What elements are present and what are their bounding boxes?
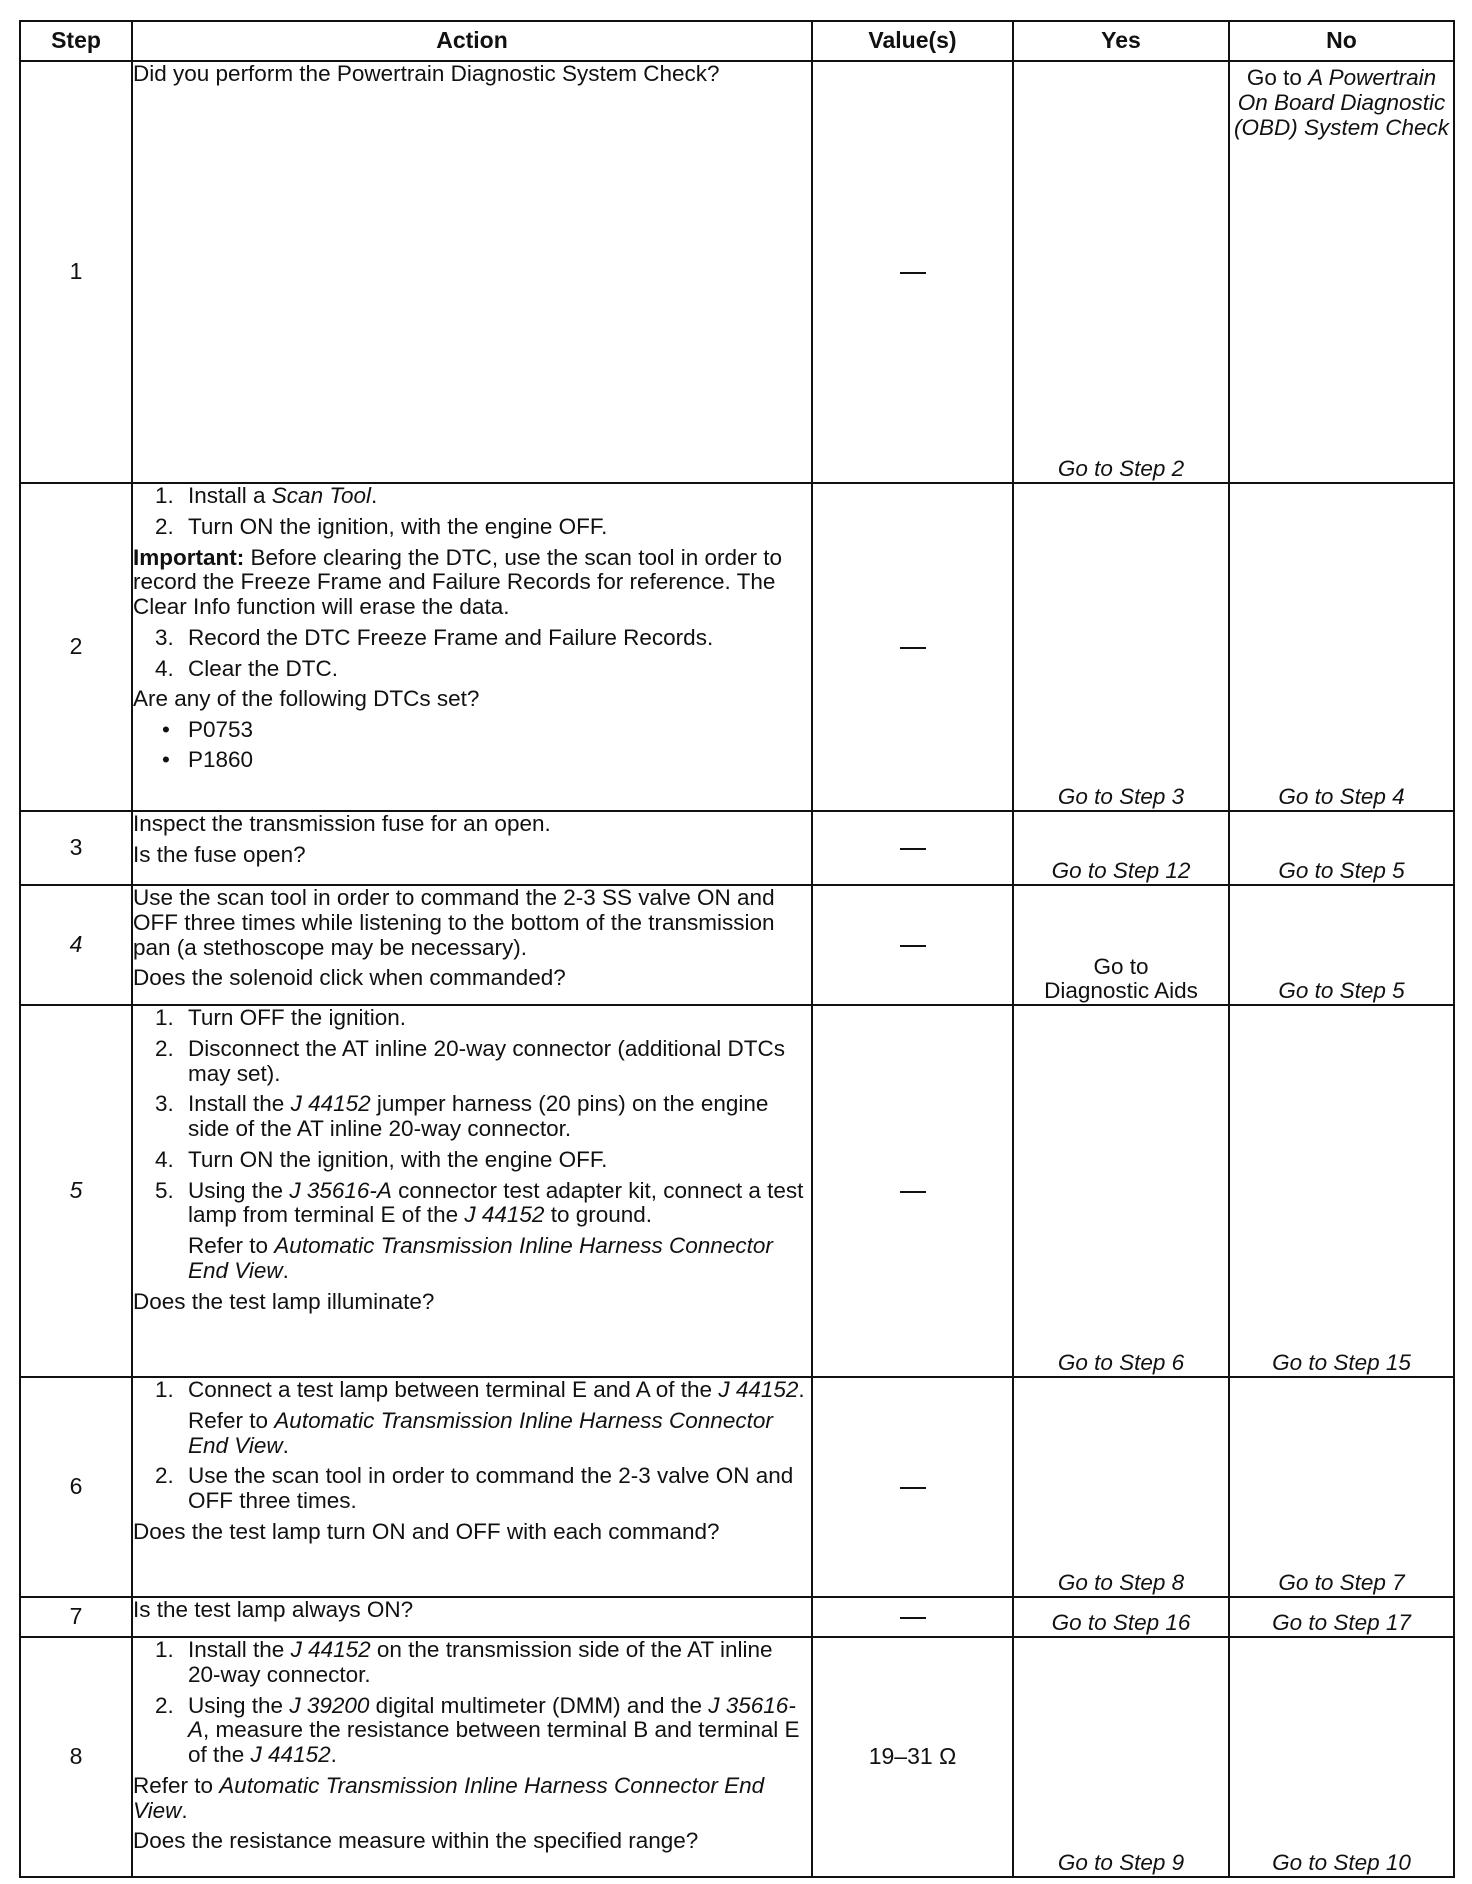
list-item: 3. Install the J 44152 jumper harness (20 pins) on the engine side of the AT inline 20-way connector. [155, 1091, 769, 1141]
value-cell [812, 483, 1013, 811]
reference-note: Refer to Automatic Transmission Inline Harness Connector End View. [133, 1772, 765, 1823]
dash-mark [900, 1617, 926, 1619]
action-cell [132, 61, 812, 483]
question-text: Does the test lamp illuminate? [133, 1288, 435, 1314]
header-values: Value(s) [812, 21, 1013, 61]
action-cell [132, 811, 812, 885]
reference-note: Refer to Automatic Transmission Inline Harness Connector End View. [188, 1407, 773, 1458]
value-cell [812, 1377, 1013, 1597]
value-cell [812, 1005, 1013, 1377]
list-item: 5. Using the J 35616-A connector test adapter kit, connect a test lamp from terminal E of the J 44152 to ground. [155, 1177, 804, 1228]
list-item: 3. Record the DTC Freeze Frame and Failure Records. [155, 624, 714, 650]
table-row [20, 483, 1454, 811]
reference-note: Refer to Automatic Transmission Inline Harness Connector End View. [188, 1233, 773, 1283]
header-row [20, 21, 1454, 61]
action-cell [132, 1005, 812, 1377]
list-item: 1. Install the J 44152 on the transmission side of the AT inline 20-way connector. [155, 1637, 773, 1687]
question-text: Are any of the following DTCs set? [133, 686, 480, 712]
action-cell [132, 1377, 812, 1597]
yes-cell: Go to Step 16 [1013, 1597, 1229, 1637]
yes-cell: Go to Step 8 [1013, 1377, 1229, 1597]
header-action: Action [132, 21, 812, 61]
action-cell [132, 1597, 812, 1637]
dash-mark [900, 647, 926, 649]
table-row [20, 1377, 1454, 1597]
question-text: Does the solenoid click when commanded? [133, 965, 566, 991]
value-cell: 19–31 Ω [812, 1637, 1013, 1877]
list-item: • P1860 [162, 746, 254, 772]
dash-mark [900, 848, 926, 850]
header-step: Step [20, 21, 132, 61]
list-item: 2. Turn ON the ignition, with the engine OFF. [155, 513, 608, 539]
question-text: Is the fuse open? [133, 841, 306, 867]
step-number: 1 [20, 61, 132, 483]
step-number: 3 [20, 811, 132, 885]
yes-cell: Go to Step 3 [1013, 483, 1229, 811]
action-text: Inspect the transmission fuse for an open. [133, 811, 551, 836]
no-cell: Go to Step 17 [1229, 1597, 1454, 1637]
step-number: 7 [20, 1597, 132, 1637]
dash-mark [900, 1487, 926, 1489]
list-item: • P0753 [162, 717, 254, 742]
action-cell [132, 885, 812, 1005]
no-cell: Go to A Powertrain On Board Diagnostic (OBD) System Check [1229, 61, 1454, 483]
table-row [20, 1005, 1454, 1377]
step-number: 6 [20, 1377, 132, 1597]
no-cell: Go to Step 7 [1229, 1377, 1454, 1597]
list-item: 1. Connect a test lamp between terminal E and A of the J 44152. [155, 1377, 805, 1402]
dash-mark [900, 945, 926, 947]
value-cell [812, 1597, 1013, 1637]
yes-cell: Go to Step 2 [1013, 61, 1229, 483]
step-number: 4 [20, 885, 132, 1005]
table-row [20, 1597, 1454, 1637]
header-no: No [1229, 21, 1454, 61]
table-row [20, 1637, 1454, 1877]
yes-cell: Go to Step 6 [1013, 1005, 1229, 1377]
table-row [20, 811, 1454, 885]
no-cell: Go to Step 5 [1229, 811, 1454, 885]
no-cell: Go to Step 4 [1229, 483, 1454, 811]
question-text: Is the test lamp always ON? [133, 1597, 414, 1622]
obd-check-link: A Powertrain On Board Diagnostic (OBD) System Check [1233, 65, 1450, 140]
yes-cell: Go to Step 12 [1013, 811, 1229, 885]
yes-cell: Go to Diagnostic Aids [1013, 885, 1229, 1005]
value-cell [812, 811, 1013, 885]
table-row [20, 61, 1454, 483]
list-item: 2. Disconnect the AT inline 20-way connector (additional DTCs may set). [155, 1035, 785, 1086]
list-item: 4. Turn ON the ignition, with the engine OFF. [155, 1146, 608, 1172]
dash-mark [900, 1191, 926, 1193]
value-cell [812, 61, 1013, 483]
table-row [20, 885, 1454, 1005]
question-text: Does the resistance measure within the specified range? [133, 1828, 699, 1854]
header-yes: Yes [1013, 21, 1229, 61]
action-cell [132, 1637, 812, 1877]
yes-cell: Go to Step 9 [1013, 1637, 1229, 1877]
list-item: 1. Install a Scan Tool. [155, 483, 378, 508]
action-cell [132, 483, 812, 811]
dash-mark [900, 272, 926, 274]
list-item: 4. Clear the DTC. [155, 655, 339, 681]
step-number: 5 [20, 1005, 132, 1377]
list-item: 2. Use the scan tool in order to command the 2-3 valve ON and OFF three times. [155, 1463, 794, 1513]
diagnostic-table [19, 20, 1455, 1878]
list-item: 1. Turn OFF the ignition. [155, 1005, 407, 1030]
list-item: 2. Using the J 39200 digital multimeter (DMM) and the J 35616-A, measure the resistance between terminal B and terminal E of the J 44152. [155, 1692, 800, 1767]
question-text: Did you perform the Powertrain Diagnostic System Check? [133, 61, 720, 86]
no-cell: Go to Step 5 [1229, 885, 1454, 1005]
value-cell [812, 885, 1013, 1005]
action-text: Use the scan tool in order to command the 2-3 SS valve ON and OFF three times while listening to the bottom of the transmission pan (a stethoscope may be necessary). [133, 885, 775, 960]
important-note: Important: Before clearing the DTC, use the scan tool in order to record the Freeze Frame and Failure Records for reference. The Clear Info function will erase the data. [133, 544, 783, 619]
no-cell: Go to Step 10 [1229, 1637, 1454, 1877]
step-number: 2 [20, 483, 132, 811]
no-cell: Go to Step 15 [1229, 1005, 1454, 1377]
step-number: 8 [20, 1637, 132, 1877]
question-text: Does the test lamp turn ON and OFF with each command? [133, 1518, 720, 1544]
